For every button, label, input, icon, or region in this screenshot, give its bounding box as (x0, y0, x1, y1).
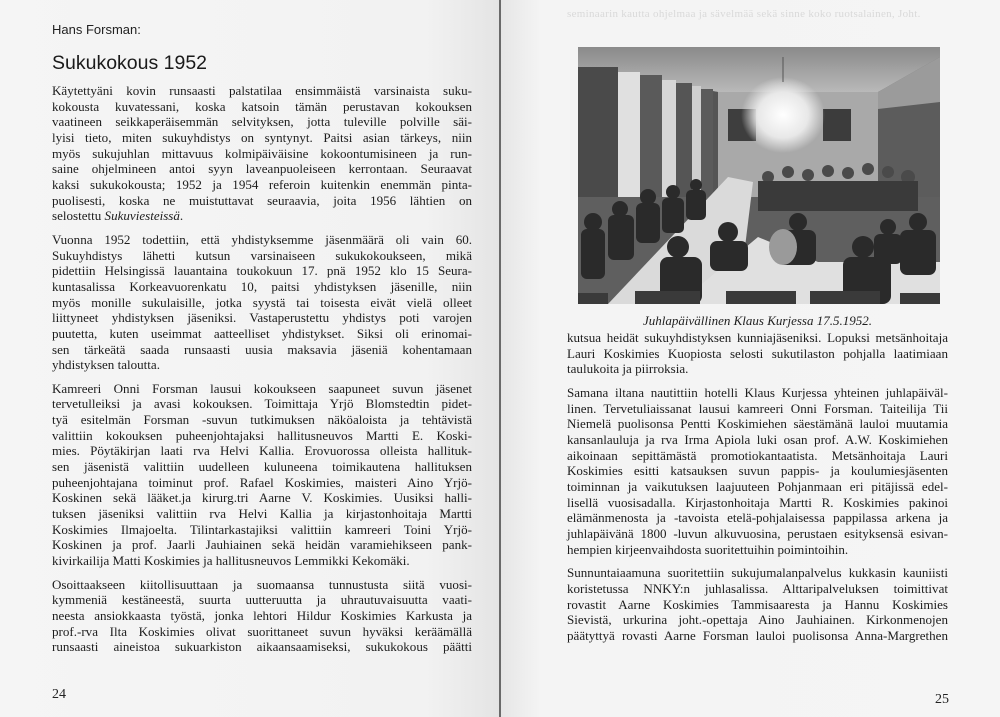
text-line: Koskimies Ilmajoelta. Tilintarkastajiksi valittiin kamreeri Toini Yrjö- (52, 521, 472, 537)
photo-caption: Juhlapäivällinen Klaus Kurjessa 17.5.1952. (643, 313, 872, 328)
text-line: sen tärkeätä saada runsaasti uusia maksavia jäseniä kohentamaan (52, 341, 472, 357)
text-line: koristetussa NNKY:n juhlasalissa. Alttaripalveluksen toimittivat (567, 580, 948, 596)
text-line: toiminnan ja vaikutuksen laajuuteen Pohjanmaan eri pitäjissä edel- (567, 478, 948, 494)
left-page-body (52, 83, 472, 663)
text-line: kuntasalissa Korkeavuorenkatu 10, paitsi yhdistyksen jäsenille, niin (52, 278, 472, 294)
right-page-body (567, 330, 948, 651)
text-line: Samana iltana nautittiin hotelli Klaus Kurjessa yhteinen juhlapäiväl- (567, 384, 948, 400)
text-line: saine ohjelmineen antoi syyn laveanpuoleiseen kerrontaan. Seuraavat (52, 161, 472, 177)
text-line: myös sukujuhlan mittavuus kolmipäiväisine kokoontumisineen ja run- (52, 145, 472, 161)
text-line: Lauri Koskimies Kuopiosta selosti sukutilaston pohjalla laatimiaan (567, 345, 948, 361)
text-line: Koskinen ja prof. Jaarli Jauhiainen sekä heidän varamiehikseen pank- (52, 537, 472, 553)
text-line: Sunnuntaiaamuna suoritettiin sukujumalanpalvelus kukkasin kauniisti (567, 565, 948, 581)
text-line: päätyttyä rovasti Aarne Forsman lauloi puolisonsa Anna-Margrethen (567, 627, 948, 643)
text-line: tervetulleiksi ja avasi kokouksen. Toimittaja Yrjö Blomstedtin pidet- (52, 396, 472, 412)
text-line: taulukoita ja piirroksia. (567, 361, 689, 377)
text-line: puheenjohtajana toiminut prof. Rafael Koskimies, maisteri Aino Yrjö- (52, 474, 472, 490)
text-line: elämänmenosta ja -tavoista etelä-pohjalaisessa pappilassa arkena ja (567, 510, 948, 526)
text-line: kaksi sukukokousta; 1952 ja 1954 referoin kuitenkin enemmän pinta- (52, 176, 472, 192)
text-fragment: . (179, 208, 184, 224)
text-line: kansanlauluja ja rva Irma Apiola luki osan prof. A.W. Koskimiehen (567, 431, 948, 447)
photo-illustration (578, 47, 940, 304)
text-line: linen. Tervetuliaissanat lausui kamreeri Onni Forsman. Taiteilija Tii (567, 400, 948, 416)
text-line: prof.-rva Ilta Koskimies olivat suorittaneet suvun hyväksi keräämällä (52, 623, 472, 639)
text-line: kymmeniä kestäneestä, suurta uutteruutta ja uhrautuvaisuutta vaati- (52, 592, 472, 608)
text-line: lisellä vuosisadalla. Kirjastonhoitaja Martti R. Koskimies pakinoi (567, 494, 948, 510)
paragraph-4 (52, 577, 472, 655)
text-line: mies. Pöytäkirjan laati rva Helvi Kallia. Erovuorossa olleista hallituk- (52, 443, 472, 459)
text-line: Kamreeri Onni Forsman lausui kokoukseen saapuneet suvun jäsenet (52, 380, 472, 396)
text-line: lyisi tieto, miten sukuyhdistys on syntynyt. Paitsi asian tärkeys, niin (52, 129, 472, 145)
text-line: Sukuyhdistys lähetti kutsun varsinaiseen sukukokoukseen, mikä (52, 247, 472, 263)
banquet-photo (578, 47, 940, 304)
text-line: runsaasti aineistoa sukuarkiston aikaansaamiseksi, sukukokous päätti (52, 639, 472, 655)
book-spine (499, 0, 501, 717)
chapter-title: Sukukokous 1952 (52, 52, 208, 74)
bleed-through-text: seminaarin kautta ohjelmaa ja sävelmää sekä sinne koko ruotsalainen, Joht. (567, 8, 921, 20)
text-line: tyä esitelmän Forsman -suvun tutkimuksen näköaloista ja tehtävistä (52, 412, 472, 428)
text-line: Sievistä, urkurina joht.-opettaja Aino Jauhiainen. Kirkonmenojen (567, 612, 948, 628)
text-line: tuksen jäseniksi valittiin rva Helvi Kallia ja kirjastonhoitaja Martti (52, 506, 472, 522)
text-line: puutetta, kuten useimmat aatteelliset yhdistykset. Siksi oli erinomai- (52, 325, 472, 341)
text-line: kivirkailija Matti Koskimies ja hallitusneuvos Lemmikki Kekomäki. (52, 553, 410, 569)
text-line: Osoittaakseen kiitollisuuttaan ja suomaansa tunnustusta siitä vuosi- (52, 576, 472, 592)
paragraph-continuation (567, 330, 948, 377)
paragraph-3 (52, 381, 472, 569)
text-line: sen jäsenistä valittiin uudelleen kuluneena toimikautena hallituksen (52, 459, 472, 475)
text-line: valittiin kokouksen puheenjohtajaksi hallitusneuvos Martti E. Koski- (52, 427, 472, 443)
text-fragment: selostettu (52, 208, 105, 224)
text-line: aikoinaan sepittämästä promotiokantaatista. Metsänhoitaja Lauri (567, 447, 948, 463)
text-line: Koskinen sekä lääket.ja kirurg.tri Aarne V. Koskimies. Uusiksi halli- (52, 490, 472, 506)
paragraph-2 (52, 232, 472, 373)
text-line: kutsua heidät sukuyhdistyksen kunniajäseniksi. Lopuksi metsänhoitaja (567, 330, 948, 345)
text-line: vaatineen seikkaperäisemmän selvityksen, jotta tuleville polville säi- (52, 114, 472, 130)
author-byline: Hans Forsman: (52, 22, 141, 37)
text-line: puolisesti, koska ne muistuttavat seuraavia, joita 1956 lähtien on (52, 192, 472, 208)
paragraph-1 (52, 83, 472, 224)
paragraph-sunday (567, 565, 948, 643)
text-line: liittyneet yhdistyksen jäseniksi. Vastaperustettu yhdistys poti varojen (52, 310, 472, 326)
page-number-left: 24 (52, 687, 66, 702)
text-line: juhlapäivänä 1800 -luvun alkuvuosina, perustaen esityksensä esivan- (567, 525, 948, 541)
text-line: kokousta kuvatessani, koska katsoin tämän perustavan kokouksen (52, 98, 472, 114)
text-line: yhdistyksen taloutta. (52, 357, 160, 373)
text-line: rovastit Aarne Koskimies Tammisaaresta ja Hannu Koskimies (567, 596, 948, 612)
page-number-right: 25 (935, 692, 949, 707)
paragraph-banquet (567, 385, 948, 557)
text-line: Vuonna 1952 todettiin, että yhdistyksemme jäsenmäärä oli vain 60. (52, 231, 472, 247)
text-line: myös monille sukulaisille, jotka syystä tai toisesta eivät vielä olleet (52, 294, 472, 310)
text-line (52, 208, 472, 224)
publication-title: Sukuviesteissä (104, 208, 180, 224)
text-line: Niemelä puolisonsa Pentti Koskimiehen säestämänä lauloi muutamia (567, 416, 948, 432)
text-line: hempien kirjeenvaihdosta suoritettuihin poimintoihin. (567, 541, 849, 557)
text-line: neesta ansiokkaasta työstä, jonka lehtori Hildur Koskimies Karkusta ja (52, 608, 472, 623)
text-line: Käytettyäni kovin runsaasti palstatilaa ensimmäistä varsinaista suku- (52, 83, 472, 98)
text-line: Koskimies esitti katsauksen suvun pappis- ja koulumiesjäsenten (567, 463, 948, 479)
text-line: pidettiin Helsingissä lauantaina toukokuun 17. pnä 1952 klo 15 Seura- (52, 263, 472, 279)
